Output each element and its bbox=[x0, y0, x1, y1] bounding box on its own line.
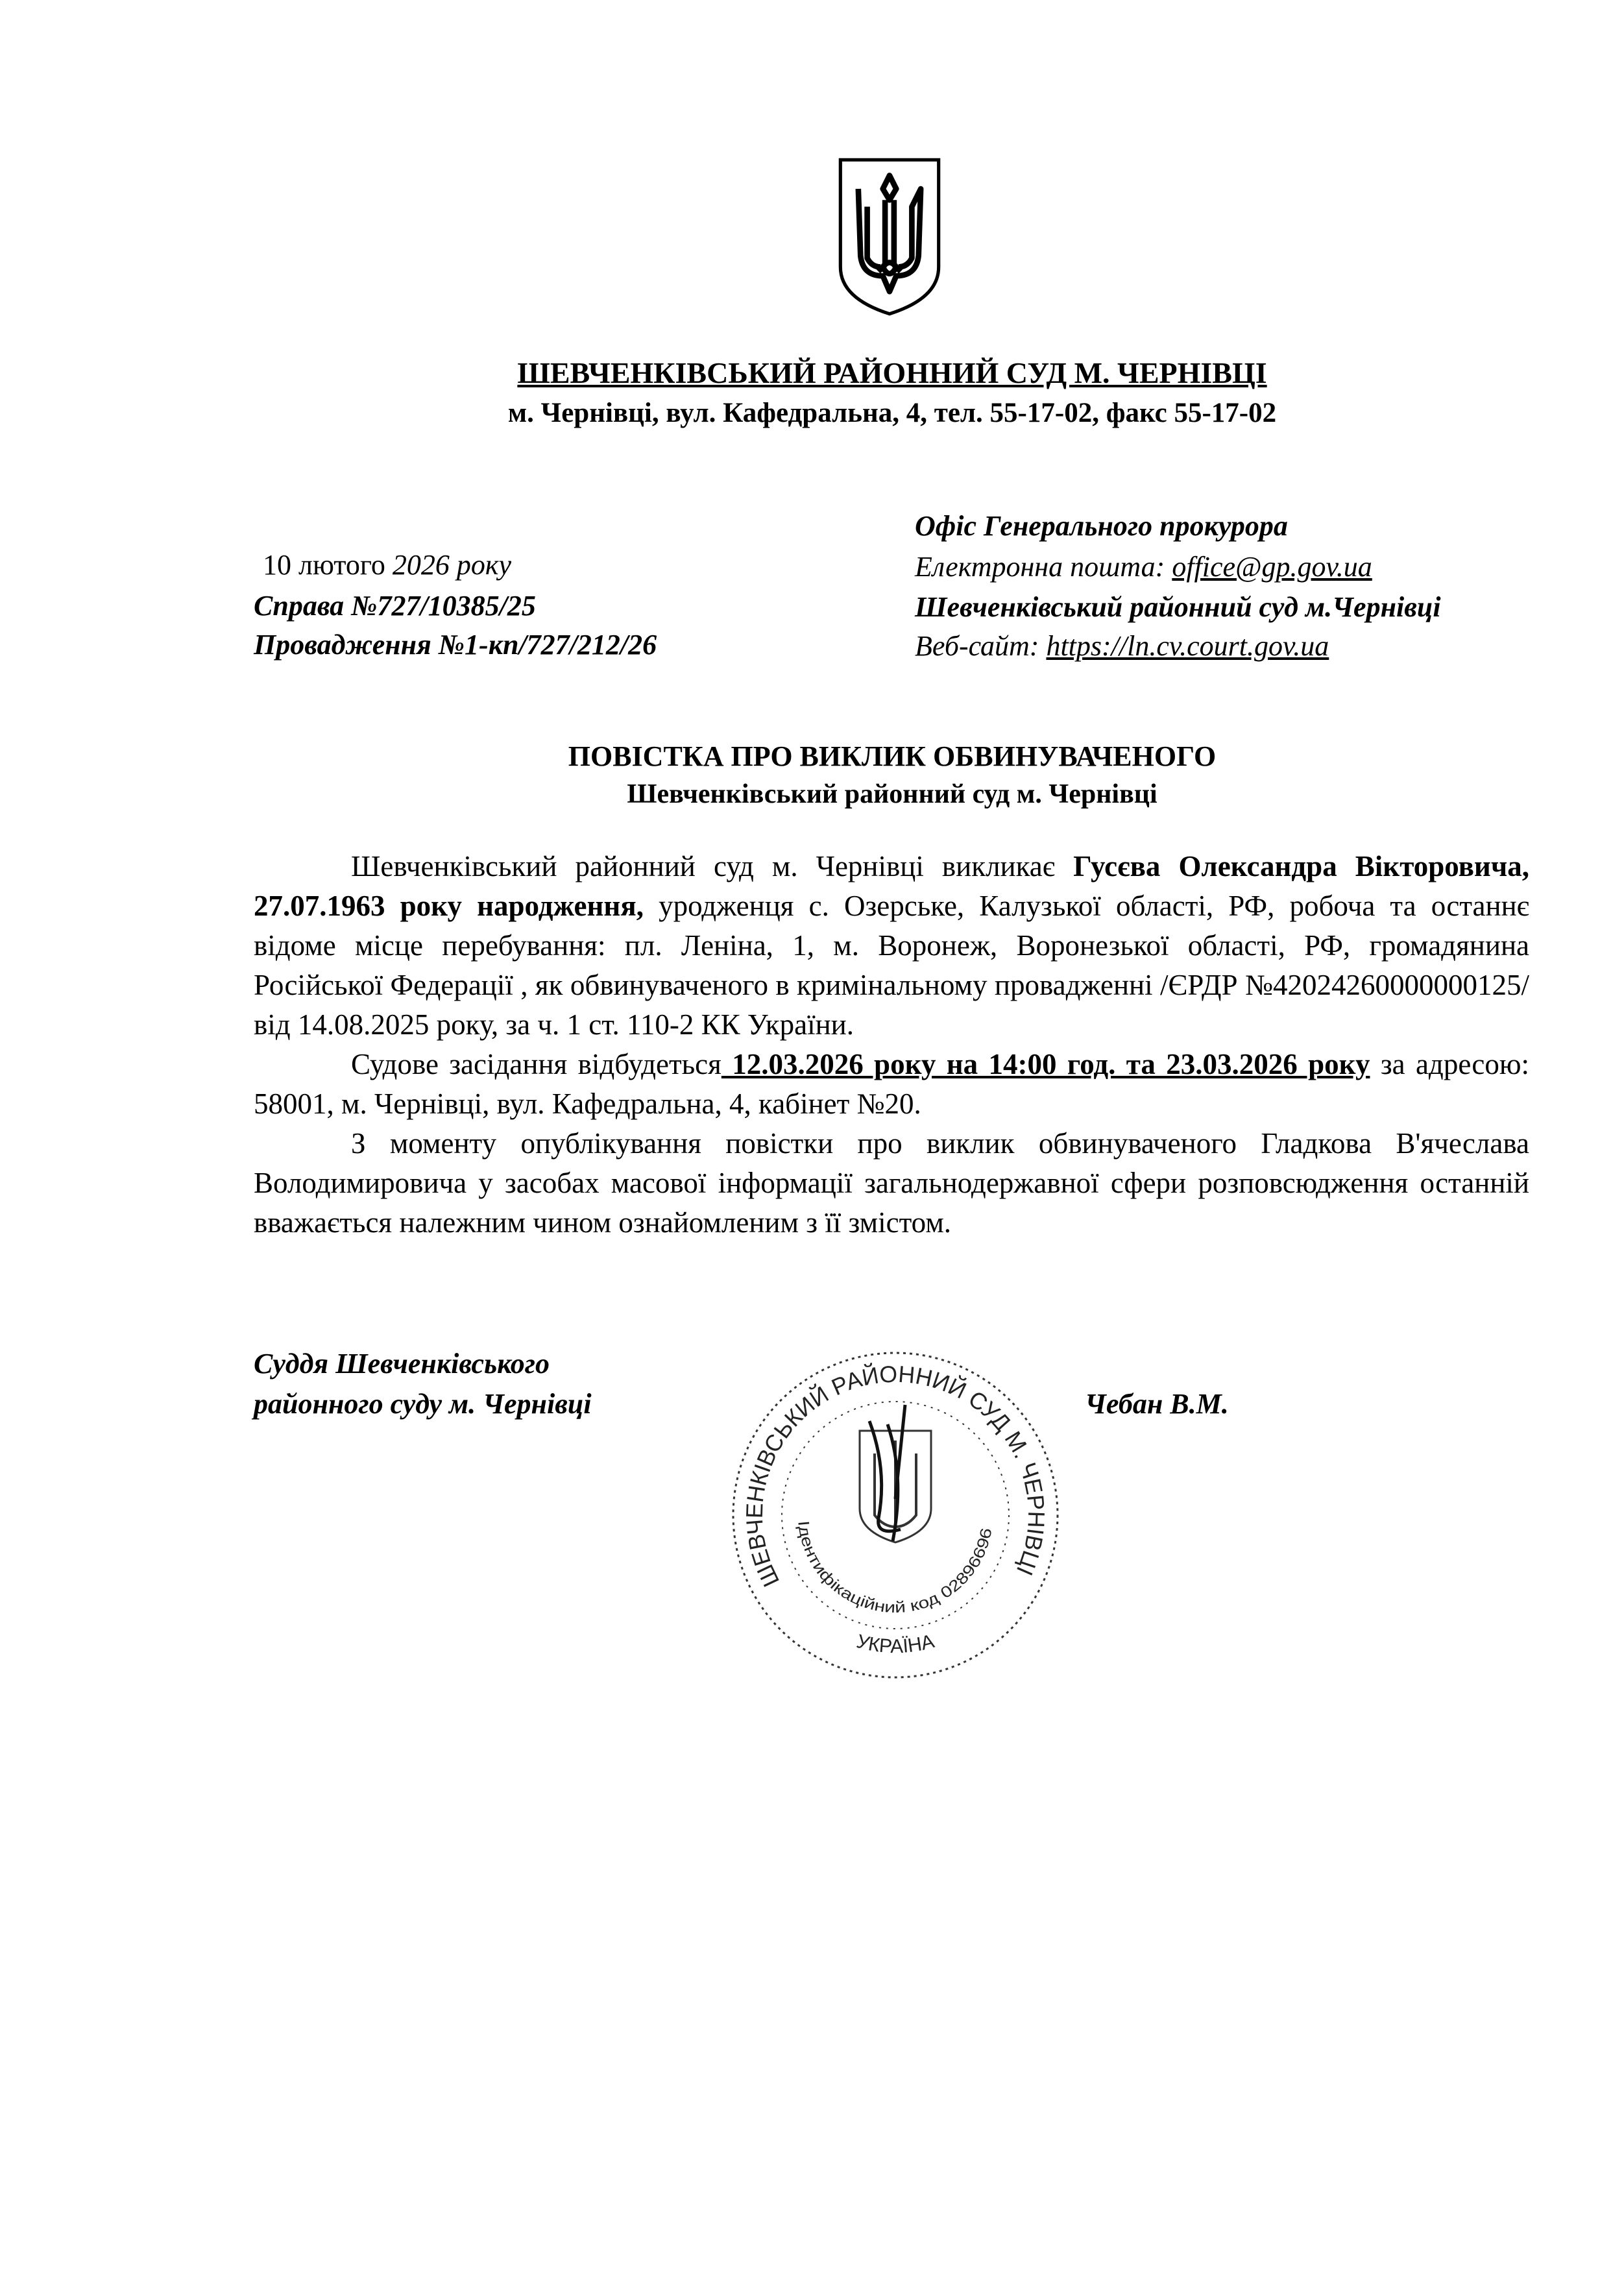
court-address: м. Чернівці, вул. Кафедральна, 4, тел. 55-17-02, факс 55-17-02 bbox=[507, 398, 1277, 428]
website-label: Веб-сайт: bbox=[915, 630, 1039, 662]
paragraph-summons bbox=[254, 847, 1529, 1045]
judge-title-line1: Суддя Шевченківського bbox=[254, 1348, 550, 1380]
stamp-inner-text: Ідентифікаційний код 02896696 bbox=[794, 1520, 995, 1617]
proceeding-number: Провадження №1-кп/727/212/26 bbox=[254, 629, 657, 661]
date-year: 2026 року bbox=[392, 549, 511, 581]
document-date bbox=[263, 548, 511, 581]
text: Шевченківський районний суд м. Чернівці викликає bbox=[351, 850, 1074, 882]
document-body bbox=[254, 847, 1529, 1243]
text: за адресою: 58001, м. Чернівці, вул. Кафедральна, 4, кабінет №20. bbox=[254, 1048, 1530, 1120]
email-label: Електронна пошта: bbox=[915, 551, 1165, 583]
judge-name: Чебан В.М. bbox=[1085, 1388, 1229, 1420]
accused-name: Гусєва Олександра Вікторовича, 27.07.1963 року народження, bbox=[254, 850, 1529, 922]
judge-title-line2: районного суду м. Чернівці bbox=[254, 1388, 592, 1420]
document-subtitle: Шевченківський районний суд м. Чернівці bbox=[627, 779, 1157, 809]
stamp-bottom-text: УКРАЇНА bbox=[854, 1630, 937, 1658]
paragraph-publication: З моменту опублікування повістки про виклик обвинуваченого Гладкова В'ячеслава Володимировича у засобах масової інформації загальнодержавної сфери розповсюдження останній вважається належним чином ознайомленим з її змістом. bbox=[254, 1127, 1529, 1239]
date-day: 10 лютого bbox=[263, 549, 385, 581]
email-line bbox=[915, 550, 1372, 583]
court-title: ШЕВЧЕНКІВСЬКИЙ РАЙОННИЙ СУД М. ЧЕРНІВЦІ bbox=[517, 356, 1267, 389]
court-seal-stamp bbox=[723, 1343, 1067, 1687]
email-link[interactable]: office@gp.gov.ua bbox=[1172, 551, 1372, 583]
paragraph-hearing bbox=[254, 1045, 1529, 1124]
trident-emblem-icon bbox=[834, 155, 945, 319]
hearing-dates: 12.03.2026 року на 14:00 год. та 23.03.2026 року bbox=[721, 1048, 1370, 1080]
recipient: Офіс Генерального прокурора bbox=[915, 510, 1288, 542]
website-line bbox=[915, 629, 1329, 663]
document-title: ПОВІСТКА ПРО ВИКЛИК ОБВИНУВАЧЕНОГО bbox=[568, 740, 1217, 772]
court-name: Шевченківський районний суд м.Чернівці bbox=[915, 591, 1441, 623]
text: Судове засідання відбудеться bbox=[351, 1048, 721, 1080]
website-link[interactable]: https://ln.cv.court.gov.ua bbox=[1046, 630, 1329, 662]
stamp-outer-text: ШЕВЧЕНКІВСЬКИЙ РАЙОННИЙ СУД М. ЧЕРНІВЦІ bbox=[740, 1360, 1050, 1591]
svg-text:УКРАЇНА bbox=[854, 1631, 936, 1657]
text: уродженця с. Озерське, Калузької області, РФ, робоча та останнє відоме місце перебування: пл. Леніна, 1, м. Воронеж, Воронезької області, РФ, громадянина Російської Федерації , як обвинуваченого в кримінальному провадженні /ЄРДР №42024260000000125/ від 14.08.2025 року, за ч. 1 ст. 110-2 КК України. bbox=[254, 890, 1529, 1041]
case-number: Справа №727/10385/25 bbox=[254, 590, 536, 622]
